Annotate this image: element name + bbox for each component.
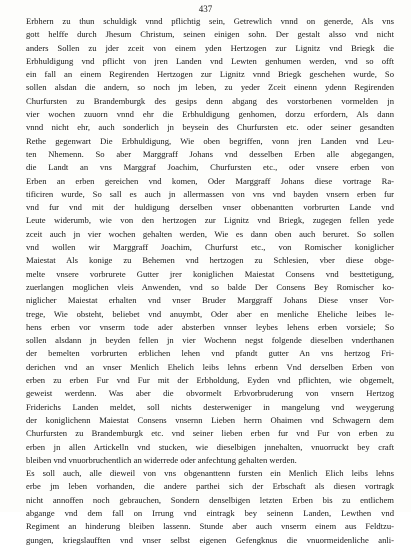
- text-line: hens erben vor vnserm tode ader absterben vnnser leybes lehens erben vorsiele; So: [26, 321, 394, 332]
- text-line: niglicher Maiestat erhalten vnd vnser Bruder Marggraff Johans Diese vnser Vor-: [26, 295, 394, 306]
- text-line: Maiestat Als konige zu Behemen vnd hertzogen zu Schlesien, vber diese obge-: [26, 255, 394, 266]
- text-line: Es soll auch, alle dieweil von vns obgenanttenn fursten ein Menlich Elich leibs lehns: [26, 468, 394, 479]
- text-line: derichen vnd an vnser Menlich Ehelich leibs lehns erbenn Vnd derselben Erben von: [26, 361, 394, 372]
- text-line: Churfursten zu Brandemburgk des gesips denn abgang des vorstorbenen vormelden jn: [26, 95, 394, 106]
- text-line: Rethe gegenwart Die Erbhuldigung, Wie oben begriffen, vonn jren Landen vnd Leu-: [26, 135, 394, 146]
- text-line: geweist werdenn. Was aber die obvormelt Erbvorbruderung von vnsern Hertzog: [26, 388, 394, 399]
- text-line: gungen, kriegslaufften vnd vnser selbst eigenen Gefengknus die vnuormeidenliche anli-: [26, 534, 394, 545]
- text-line: der koniglichenn Maiestat Consens vnsernn Lieben herrn Ohaimen vnd Schwagern dem: [26, 414, 394, 425]
- text-line: gott helffe durch Jhesum Christum, seinen einigen sohn. Der gestalt alsso vnd nicht: [26, 29, 394, 40]
- text-line: melte vnsere vorbrurete Gutter jrer koniglichen Maiestat Consens vnd besttetigung,: [26, 268, 394, 279]
- text-line: bleiben vnd vnuorbruchentlich an widerrede oder anfechtung gehalten werden.: [26, 454, 297, 465]
- body-text: [26, 15, 394, 547]
- text-line: sollen alsdann jn beyden fellen jn vier Wochenn negst folgende dieselben vnderthanen: [26, 335, 394, 346]
- text-line: der bemelten vorbrurten erblichen lehen vnd pfandt gutter An vns hertzog Fri-: [26, 348, 394, 359]
- text-line: trege, Wie obsteht, beliebet vnd anuymbt, Oder aber en menliche Eheliche leibes le-: [26, 308, 394, 319]
- text-line: anders Sollen zu jder zceit von einem yden Hertzogen zur Lignitz vnd Briegk die: [26, 42, 394, 53]
- text-line: vier wochen zuuorn vnnd ehr die Erbhuldigung genhomen, dorzu erfordern, Als dann: [26, 109, 394, 120]
- text-line: vnnd nicht ehr, auch sonderlich jn beysein des Churfursten etc. oder seiner gesandten: [26, 122, 394, 133]
- text-line: vnd fur vnd mit der huldigung derselben vnser obbenantten vorbrurten Lande vnd: [26, 202, 394, 213]
- text-line: Regiment an hinderung bleiben lassenn. Stunde aber auch vnserm einem aus Feldtzu-: [26, 521, 394, 532]
- text-line: Erbhern zu thun schuldigk vnnd pflichtig sein, Getrewlich vnnd on generde, Als vns: [26, 16, 394, 26]
- text-line: Erbhuldigung vnd pflicht von jren Landen vnd Lewten genhumen werden, vnd so offt: [26, 55, 394, 66]
- text-line: vnd wollen wir Marggraff Joachim, Churfurst etc., von Romischer koniglicher: [26, 242, 394, 253]
- text-line: tificiren wurde, So sall es auch jn allermassen von vns vnd bayden vnsern erben fur: [26, 188, 394, 199]
- text-line: sollen alsdan die andern, so noch jm leben, zu yeder Zceit einenn ydenn Regirenden: [26, 82, 394, 93]
- text-line: Erben an erben gereichen vnd komen, Oder Marggraff Johans diese vortrage Ra-: [26, 175, 394, 186]
- text-line: die Landt an vns Marggraf Joachim, Churfursten etc., oder vnsere erben von: [26, 162, 394, 173]
- text-line: Churfursten zu Brandemburgk etc. vnd seiner lieben erben fur vnd Fur von erben zu: [26, 428, 394, 439]
- text-line: erbe jm leben vorhanden, die andere parthei sich der Erbschaft als diesen vortragk: [26, 481, 394, 492]
- text-line: Leute widerumb, wie von den hertzogen zur Lignitz vnd Briegk, zugegen fellen yede: [26, 215, 394, 226]
- text-line: ein fall an einem Regirenden Hertzogen zur Lignitz vnnd Briegk geschehen wurde, So: [26, 69, 394, 80]
- text-line: Friderichs Landen meldet, soll nichts desterweniger in mangelung vnd weygerung: [26, 401, 394, 412]
- text-line: nicht annoffen noch gebrauchen, Sondern denselbigen letzten Erben bis zu entlichem: [26, 494, 394, 505]
- text-line: ten Nhemenn. So aber Marggraff Johans vnd desselben Erben alle abgegangen,: [26, 148, 394, 159]
- page-number: 437: [198, 4, 213, 14]
- text-line: abgange vnd dem fall on Irrung vnd eintragk bey seinenn Landen, Lewthen vnd: [26, 507, 394, 518]
- text-line: erben jn allen Artickelln vnd stucken, wie dieselbigen jnnehalten, vnuorruckt bey craft: [26, 441, 394, 452]
- text-line: zceit auch jn vier wochen gehalten werden, Wie es dann oben auch beruret. So sollen: [26, 228, 394, 239]
- text-line: erben zu erben Fur vnd Fur mit der Erbholdung, Eyden vnd pflichten, wie obgemelt,: [26, 375, 394, 386]
- text-line: zuerlangen moglichen vleis Anwenden, vnd so balde Der Consens Bey Romischer ko-: [26, 281, 394, 292]
